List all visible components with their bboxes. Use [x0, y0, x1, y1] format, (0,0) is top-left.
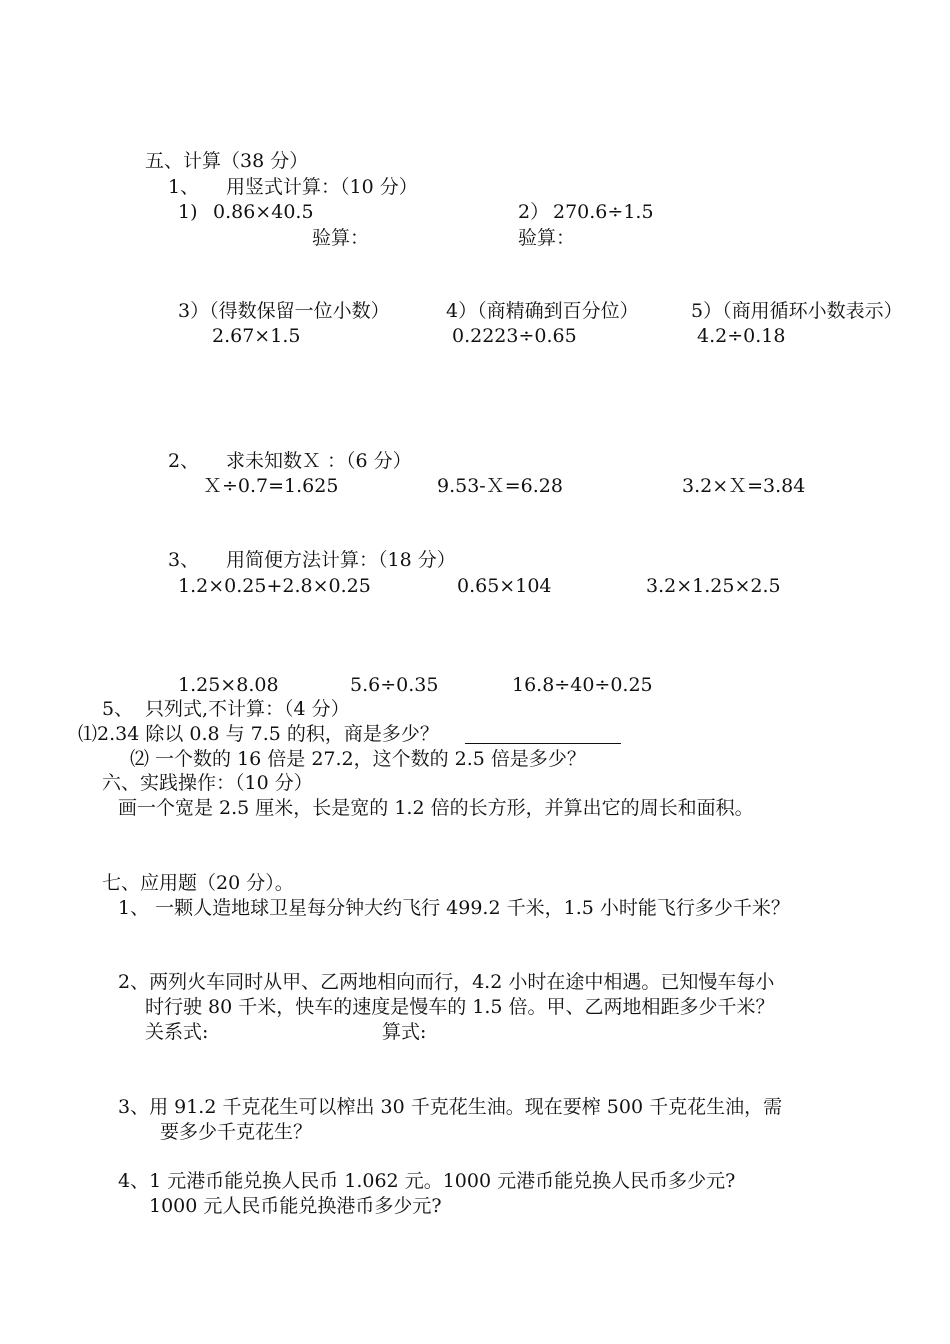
q2-eq1: Ｘ÷0.7=1.625: [203, 475, 339, 497]
q1-item4-note: 4）（商精确到百分位）: [446, 300, 639, 322]
q1-item1-check: 验算：: [312, 227, 370, 249]
q1-item2-num: 2）: [518, 201, 550, 223]
section5-title: 五、计算（38 分）: [145, 150, 309, 172]
q5-title: 只列式,不计算：（4 分）: [145, 698, 350, 720]
q1-item3-expr: 2.67×1.5: [212, 325, 301, 347]
q5-item1: ⑴2.34 除以 0.8 与 7.5 的积，商是多少？: [78, 723, 439, 745]
app-q4-line1: 4、1 元港币能兑换人民币 1.062 元。1000 元港币能兑换人民币多少元?: [118, 1170, 736, 1192]
app-q2-formula: 算式:: [382, 1021, 427, 1043]
q3-expr1: 1.2×0.25+2.8×0.25: [178, 575, 371, 597]
q1-item2-expr: 270.6÷1.5: [553, 201, 654, 223]
q3-title: 用简便方法计算：（18 分）: [226, 549, 456, 571]
q5-label: 5、: [102, 698, 134, 720]
q1-item5-note: 5）（商用循环小数表示）: [691, 300, 903, 322]
q3-expr4: 1.25×8.08: [178, 674, 279, 696]
section6-title: 六、实践操作：（10 分）: [102, 772, 313, 794]
app-q2-relation: 关系式:: [145, 1021, 209, 1043]
q1-item4-expr: 0.2223÷0.65: [452, 325, 577, 347]
app-q4-line2: 1000 元人民币能兑换港币多少元?: [149, 1195, 442, 1217]
q3-expr2: 0.65×104: [457, 575, 552, 597]
q1-item3-note: 3）（得数保留一位小数）: [178, 300, 390, 322]
app-q1: 1、 一颗人造地球卫星每分钟大约飞行 499.2 千米，1.5 小时能飞行多少千米？: [118, 897, 790, 919]
q3-expr3: 3.2×1.25×2.5: [646, 575, 781, 597]
q1-item2-check: 验算：: [518, 227, 576, 249]
section6-text: 画一个宽是 2.5 厘米，长是宽的 1.2 倍的长方形，并算出它的周长和面积。: [118, 797, 754, 819]
q1-item5-expr: 4.2÷0.18: [697, 325, 786, 347]
q2-title: 求未知数Ｘ ：（6 分）: [226, 450, 412, 472]
q5-item2: ⑵ 一个数的 16 倍是 27.2，这个数的 2.5 倍是多少？: [130, 748, 586, 770]
q3-expr6: 16.8÷40÷0.25: [512, 674, 653, 696]
q1-label: 1、: [168, 176, 200, 198]
q2-eq2: 9.53-Ｘ=6.28: [437, 475, 563, 497]
app-q2-line1: 2、两列火车同时从甲、乙两地相向而行，4.2 小时在途中相遇。已知慢车每小: [118, 971, 775, 993]
q2-eq3: 3.2×Ｘ=3.84: [682, 475, 806, 497]
q1-item1-expr: 0.86×40.5: [213, 201, 314, 223]
q1-item1-num: 1): [178, 201, 198, 223]
q2-label: 2、: [168, 450, 200, 472]
answer-blank-line: [465, 743, 621, 744]
app-q3-line1: 3、用 91.2 千克花生可以榨出 30 千克花生油。现在要榨 500 千克花生油，需: [118, 1096, 783, 1118]
section7-title: 七、应用题（20 分）。: [102, 872, 294, 894]
app-q3-line2: 要多少千克花生？: [160, 1121, 313, 1143]
q1-title: 用竖式计算：（10 分）: [226, 176, 418, 198]
q3-expr5: 5.6÷0.35: [350, 674, 439, 696]
q3-label: 3、: [168, 549, 200, 571]
app-q2-line2: 时行驶 80 千米，快车的速度是慢车的 1.5 倍。甲、乙两地相距多少千米？: [145, 996, 775, 1018]
